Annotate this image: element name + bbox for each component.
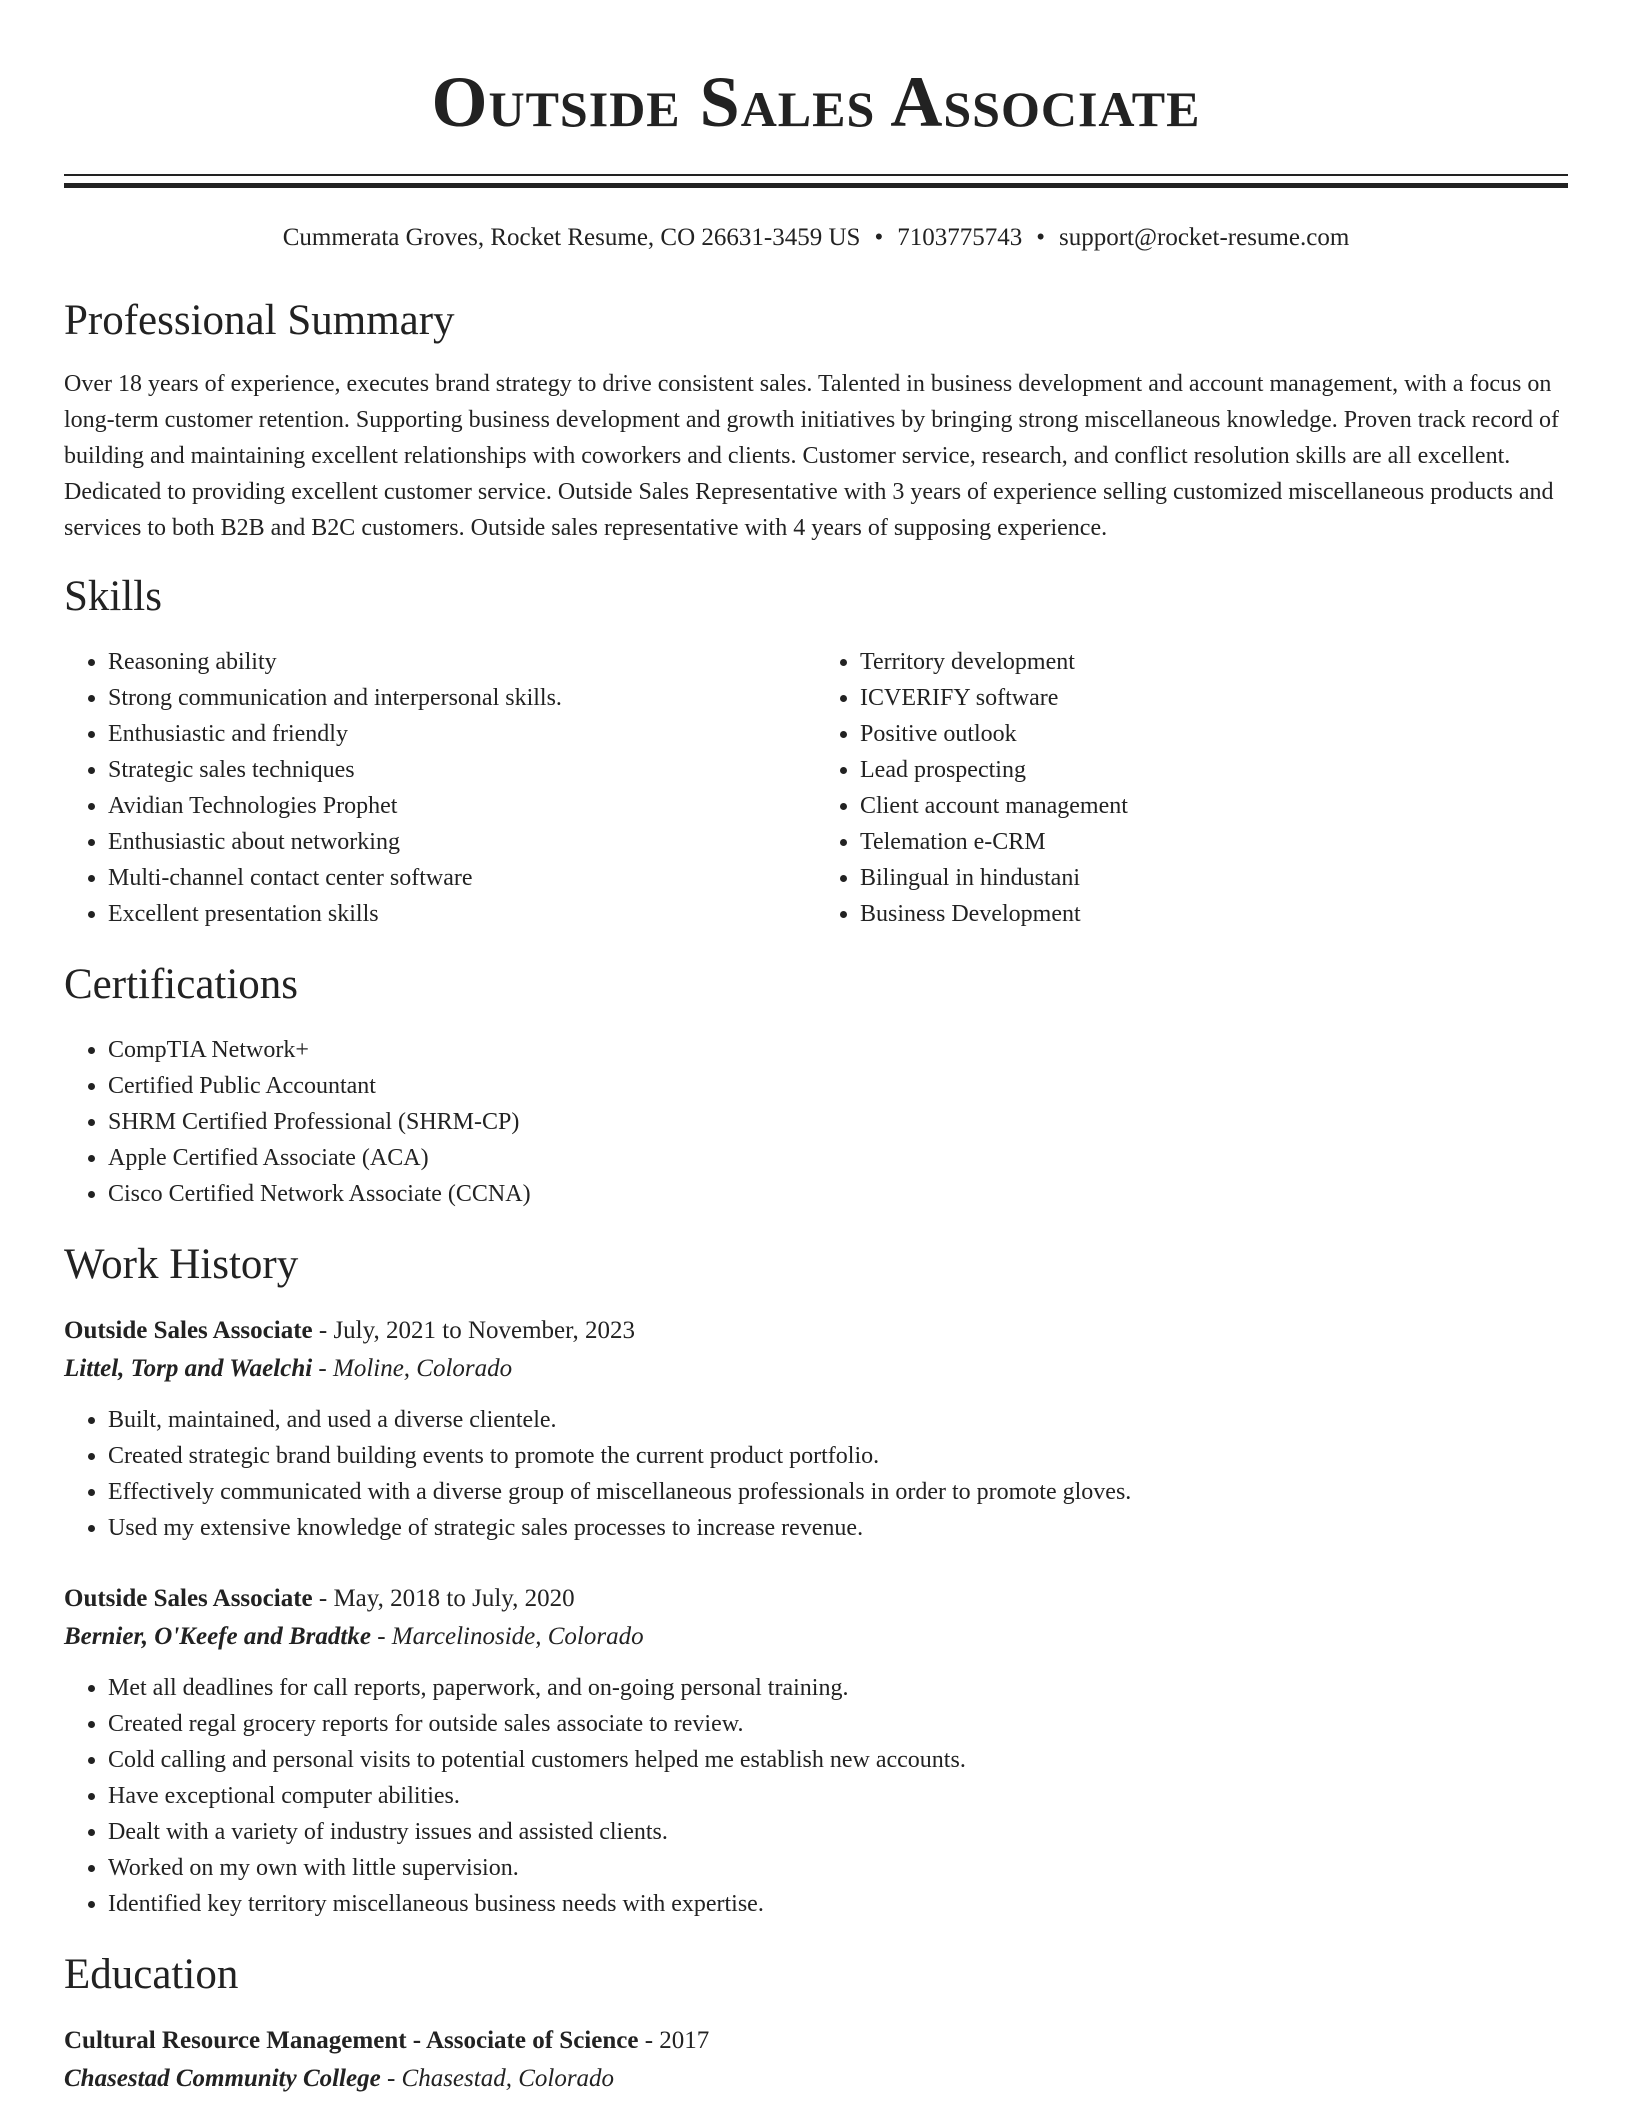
list-item: • Apple Certified Associate (ACA) bbox=[108, 1140, 1568, 1176]
employer-line bbox=[64, 1350, 1568, 1388]
contact-phone: 7103775743 bbox=[897, 224, 1023, 251]
list-item: • SHRM Certified Professional (SHRM-CP) bbox=[108, 1104, 1568, 1140]
certifications-list bbox=[64, 1032, 1568, 1212]
list-item: • Enthusiastic and friendly bbox=[108, 716, 816, 752]
certifications-heading: Certifications bbox=[64, 961, 299, 1008]
list-item: • Dealt with a variety of industry issues and assisted clients. bbox=[108, 1814, 1568, 1850]
employer-line bbox=[64, 1618, 1568, 1656]
list-item: • Built, maintained, and used a diverse clientele. bbox=[108, 1402, 1568, 1438]
list-item: • CompTIA Network+ bbox=[108, 1032, 1568, 1068]
list-item: • ICVERIFY software bbox=[860, 680, 1568, 716]
school-name: Chasestad Community College bbox=[64, 2065, 381, 2092]
skills-heading: Skills bbox=[64, 573, 162, 620]
contact-line bbox=[64, 222, 1568, 254]
resume-title: Outside Sales Associate bbox=[431, 62, 1201, 142]
list-item: • Avidian Technologies Prophet bbox=[108, 788, 816, 824]
job-title: Outside Sales Associate bbox=[64, 1317, 313, 1344]
work-history-heading: Work History bbox=[64, 1241, 299, 1288]
employer-location: - Marcelinoside, Colorado bbox=[370, 1623, 644, 1650]
education-entry bbox=[64, 2022, 1568, 2098]
summary-text: Over 18 years of experience, executes brand strategy to drive consistent sales. Talented in business development and account management, with a focus on long-term customer retention. Supporting business development and growth initiatives by bringing strong miscellaneous knowledge. Proven track record of building and maintaining excellent relationships with coworkers and clients. Customer service, research, and conflict resolution skills are all excellent. Dedicated to providing excellent customer service. Outside Sales Representative with 3 years of experience selling customized miscellaneous products and services to both B2B and B2C customers. Outside sales representative with 4 years of supposing experience. bbox=[64, 371, 1560, 541]
job-bullets bbox=[64, 1670, 1568, 1922]
job-title-line bbox=[64, 1580, 1568, 1618]
job-entry bbox=[64, 1312, 1568, 1546]
skills-list-right bbox=[816, 644, 1568, 932]
job-bullets bbox=[64, 1402, 1568, 1546]
employer-name: Bernier, O'Keefe and Bradtke bbox=[64, 1623, 371, 1650]
contact-separator: • bbox=[874, 224, 884, 251]
list-item: • Met all deadlines for call reports, paperwork, and on-going personal training. bbox=[108, 1670, 1568, 1706]
list-item: • Territory development bbox=[860, 644, 1568, 680]
list-item: • Lead prospecting bbox=[860, 752, 1568, 788]
list-item: • Created regal grocery reports for outside sales associate to review. bbox=[108, 1706, 1568, 1742]
list-item: • Positive outlook bbox=[860, 716, 1568, 752]
list-item: • Used my extensive knowledge of strategic sales processes to increase revenue. bbox=[108, 1510, 1568, 1546]
list-item: • Effectively communicated with a diverse group of miscellaneous professionals in order to promote gloves. bbox=[108, 1474, 1568, 1510]
job-title: Outside Sales Associate bbox=[64, 1585, 313, 1612]
list-item: • Bilingual in hindustani bbox=[860, 860, 1568, 896]
list-item: • Identified key territory miscellaneous business needs with expertise. bbox=[108, 1886, 1568, 1922]
list-item: • Strong communication and interpersonal skills. bbox=[108, 680, 816, 716]
title-rule-thin bbox=[64, 174, 1568, 176]
list-item: • Certified Public Accountant bbox=[108, 1068, 1568, 1104]
skills-list-left bbox=[64, 644, 816, 932]
list-item: • Worked on my own with little supervision. bbox=[108, 1850, 1568, 1886]
list-item: • Cisco Certified Network Associate (CCNA) bbox=[108, 1176, 1568, 1212]
skills-columns bbox=[64, 644, 1568, 932]
title-rule-thick bbox=[64, 183, 1568, 188]
list-item: • Have exceptional computer abilities. bbox=[108, 1778, 1568, 1814]
degree-line bbox=[64, 2022, 1568, 2060]
contact-email: support@rocket-resume.com bbox=[1058, 224, 1350, 251]
list-item: • Created strategic brand building events to promote the current product portfolio. bbox=[108, 1438, 1568, 1474]
job-entry bbox=[64, 1580, 1568, 1922]
list-item: • Business Development bbox=[860, 896, 1568, 932]
list-item: • Strategic sales techniques bbox=[108, 752, 816, 788]
education-heading: Education bbox=[64, 1951, 239, 1998]
degree-name: Cultural Resource Management - Associate of Science bbox=[64, 2027, 639, 2054]
employer-name: Littel, Torp and Waelchi bbox=[64, 1355, 313, 1382]
job-dates: - May, 2018 to July, 2020 bbox=[312, 1585, 575, 1612]
list-item: • Cold calling and personal visits to potential customers helped me establish new accounts. bbox=[108, 1742, 1568, 1778]
list-item: • Multi-channel contact center software bbox=[108, 860, 816, 896]
employer-location: - Moline, Colorado bbox=[312, 1355, 513, 1382]
list-item: • Excellent presentation skills bbox=[108, 896, 816, 932]
contact-separator: • bbox=[1036, 224, 1045, 251]
summary-heading: Professional Summary bbox=[64, 297, 455, 344]
job-dates: - July, 2021 to November, 2023 bbox=[312, 1317, 635, 1344]
school-location: - Chasestad, Colorado bbox=[380, 2065, 615, 2092]
list-item: • Reasoning ability bbox=[108, 644, 816, 680]
school-line bbox=[64, 2060, 1568, 2098]
list-item: • Client account management bbox=[860, 788, 1568, 824]
degree-year: - 2017 bbox=[638, 2027, 710, 2054]
list-item: • Telemation e-CRM bbox=[860, 824, 1568, 860]
list-item: • Enthusiastic about networking bbox=[108, 824, 816, 860]
contact-address: Cummerata Groves, Rocket Resume, CO 26631-3459 US bbox=[282, 224, 861, 251]
job-title-line bbox=[64, 1312, 1568, 1350]
